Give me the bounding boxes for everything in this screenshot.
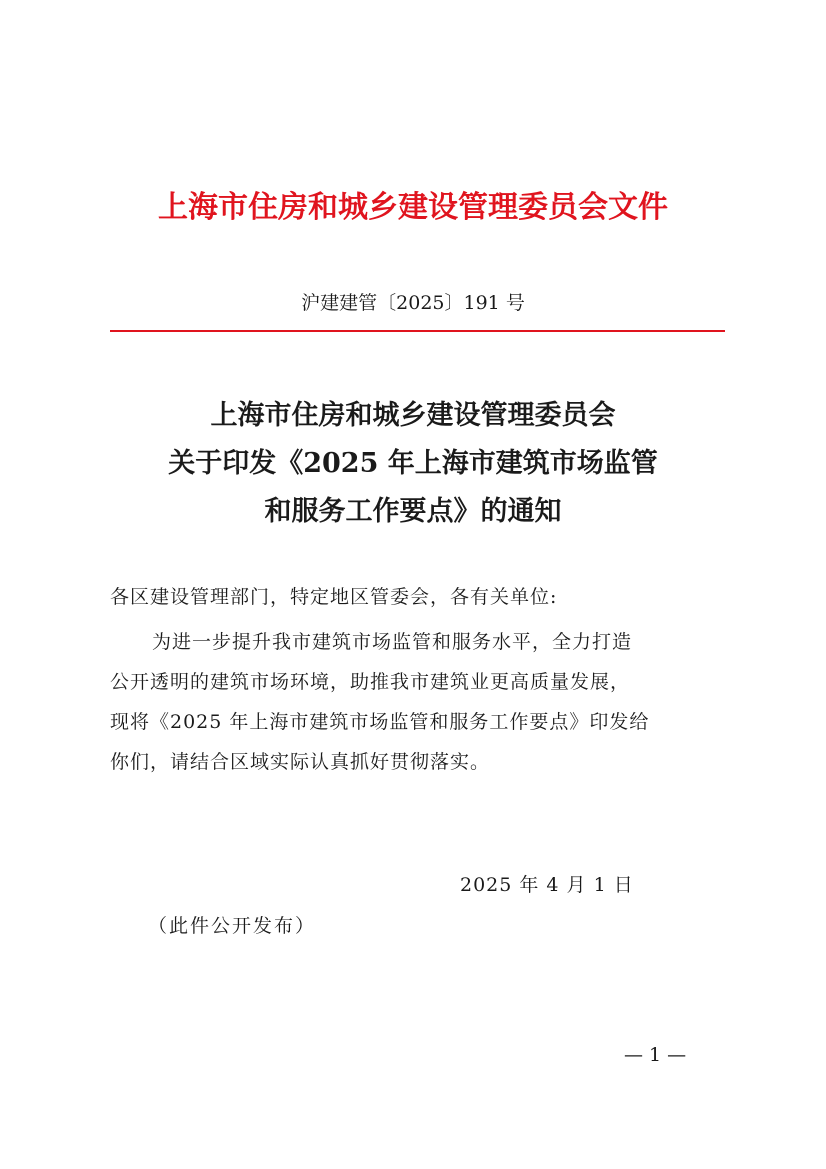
body-paragraph xyxy=(110,622,720,782)
title-line-1: 上海市住房和城乡建设管理委员会 xyxy=(210,400,616,431)
document-title xyxy=(0,392,826,536)
issue-date: 2025 年 4 月 1 日 xyxy=(460,874,634,896)
paragraph-line: 公开透明的建筑市场环境，助推我市建筑业更高质量发展， xyxy=(110,671,631,693)
salutation: 各区建设管理部门，特定地区管委会，各有关单位: xyxy=(110,586,558,608)
paragraph-line: 为进一步提升我市建筑市场监管和服务水平，全力打造 xyxy=(152,631,633,653)
paragraph-line: 现将《2025 年上海市建筑市场监管和服务工作要点》印发给 xyxy=(110,711,650,733)
red-divider-line xyxy=(110,330,725,332)
title-line-2: 关于印发《2025 年上海市建筑市场监管 xyxy=(168,448,658,479)
title-line-3: 和服务工作要点》的通知 xyxy=(264,496,562,527)
page-number: — 1 — xyxy=(624,1044,687,1066)
publication-note: （此件公开发布） xyxy=(148,915,317,937)
document-issuer-header: 上海市住房和城乡建设管理委员会文件 xyxy=(158,190,668,225)
paragraph-line: 你们，请结合区域实际认真抓好贯彻落实。 xyxy=(110,751,491,773)
document-number: 沪建建管〔2025〕191 号 xyxy=(301,292,525,314)
